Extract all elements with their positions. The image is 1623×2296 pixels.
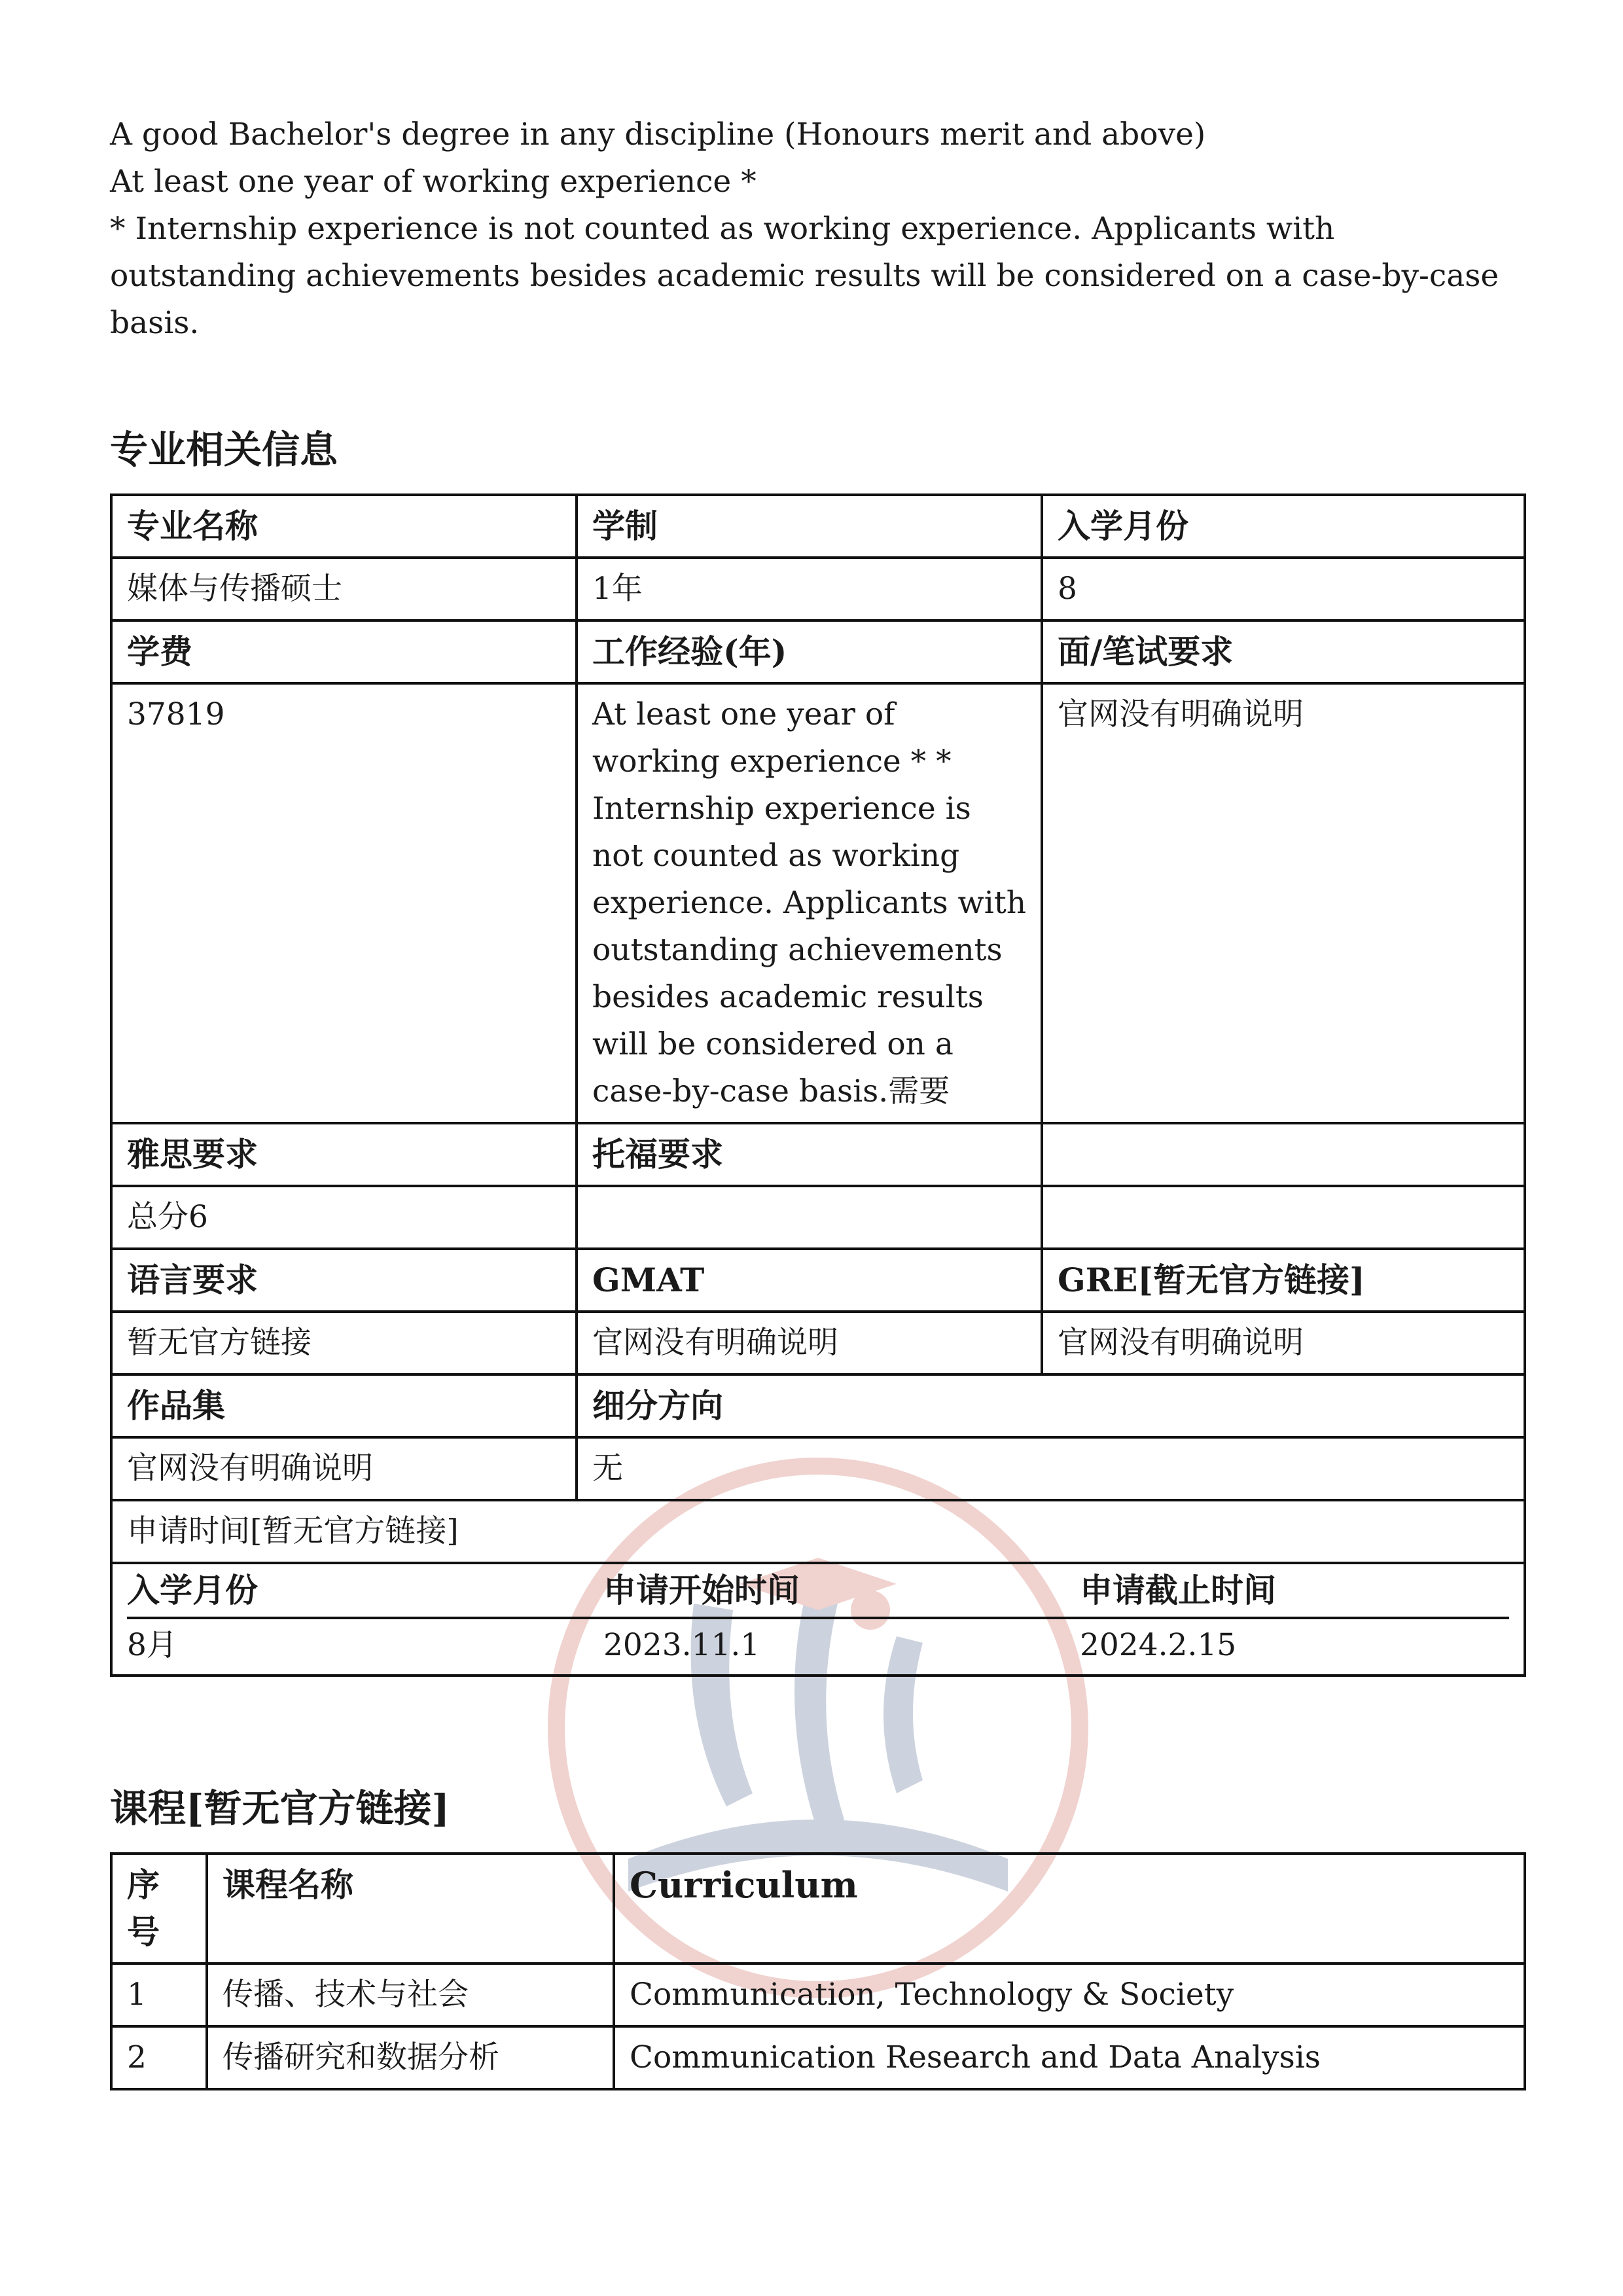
language-header: 语言要求 (111, 1249, 577, 1312)
curriculum-header: Curriculum (614, 1854, 1525, 1964)
table-row (127, 1618, 1509, 1672)
course-number-header-text: 序号 (127, 1865, 160, 1951)
apply-intake-header: 入学月份 (127, 1564, 603, 1618)
table-row (111, 1123, 1525, 1186)
table-row (111, 1312, 1525, 1374)
intro-text (110, 111, 1524, 347)
table-row (127, 1564, 1509, 1618)
table-row (111, 683, 1525, 1123)
gre-value: 官网没有明确说明 (1042, 1312, 1525, 1374)
course-number: 1 (111, 1964, 207, 2026)
empty-header (1042, 1123, 1525, 1186)
table-row (111, 1374, 1525, 1437)
course-curriculum: Communication, Technology & Society (614, 1964, 1525, 2026)
empty-value (1042, 1186, 1525, 1249)
gre-header: GRE[暂无官方链接] (1042, 1249, 1525, 1312)
ielts-header: 雅思要求 (111, 1123, 577, 1186)
program-name-header: 专业名称 (111, 495, 577, 558)
toefl-value (577, 1186, 1042, 1249)
work-experience-value: At least one year of working experience * * Internship experience is not counted as working experience. Applicants with outstanding achievements besides academic results will be considered on a case-by-case basis.需要 (577, 683, 1042, 1123)
duration-header: 学制 (577, 495, 1042, 558)
table-row (111, 2026, 1525, 2089)
table-row (111, 1437, 1525, 1500)
duration-value: 1年 (577, 558, 1042, 620)
course-name: 传播、技术与社会 (207, 1964, 614, 2026)
language-value: 暂无官方链接 (111, 1312, 577, 1374)
courses-title: 课程[暂无官方链接] (110, 1786, 450, 1831)
course-number: 2 (111, 2026, 207, 2089)
table-row (111, 1500, 1525, 1563)
tuition-header: 学费 (111, 620, 577, 683)
apply-start-header: 申请开始时间 (603, 1564, 1080, 1618)
internship-note: * Internship experience is not counted as working experience. Applicants with outstanding achievements besides academic results will be considered on a case-by-case basis. (110, 211, 1499, 341)
course-name: 传播研究和数据分析 (207, 2026, 614, 2089)
work-experience-requirement: At least one year of working experience * (110, 164, 757, 200)
table-row (111, 1854, 1525, 1964)
course-name-header: 课程名称 (207, 1854, 614, 1964)
ielts-value: 总分6 (111, 1186, 577, 1249)
table-row (111, 620, 1525, 683)
table-row (111, 558, 1525, 620)
interview-header: 面/笔试要求 (1042, 620, 1525, 683)
gmat-header: GMAT (577, 1249, 1042, 1312)
degree-requirement: A good Bachelor's degree in any discipline (Honours merit and above) (110, 117, 1206, 152)
course-curriculum: Communication Research and Data Analysis (614, 2026, 1525, 2089)
program-name-value: 媒体与传播硕士 (111, 558, 577, 620)
intake-month-value: 8 (1042, 558, 1525, 620)
document-page (110, 111, 1524, 2090)
specialization-header: 细分方向 (577, 1374, 1525, 1437)
specialization-value: 无 (577, 1437, 1525, 1500)
interview-value: 官网没有明确说明 (1042, 683, 1525, 1123)
apply-deadline-value: 2024.2.15 (1080, 1627, 1237, 1663)
application-time-table (127, 1564, 1509, 1672)
table-row (111, 1186, 1525, 1249)
apply-deadline-header: 申请截止时间 (1080, 1564, 1509, 1618)
tuition-value: 37819 (111, 683, 577, 1123)
table-row (111, 1563, 1525, 1676)
work-experience-header: 工作经验(年) (577, 620, 1042, 683)
table-row (111, 495, 1525, 558)
application-time-cell (111, 1563, 1525, 1676)
program-info-table (110, 493, 1526, 1677)
application-time-label: 申请时间[暂无官方链接] (111, 1500, 1525, 1563)
program-info-title: 专业相关信息 (110, 427, 338, 472)
apply-intake-value: 8月 (127, 1627, 177, 1663)
course-number-header (111, 1854, 207, 1964)
portfolio-value: 官网没有明确说明 (111, 1437, 577, 1500)
apply-start-value: 2023.11.1 (603, 1627, 760, 1663)
toefl-header: 托福要求 (577, 1123, 1042, 1186)
table-row (111, 1964, 1525, 2026)
courses-table (110, 1852, 1526, 2090)
portfolio-header: 作品集 (111, 1374, 577, 1437)
intake-month-header: 入学月份 (1042, 495, 1525, 558)
gmat-value: 官网没有明确说明 (577, 1312, 1042, 1374)
table-row (111, 1249, 1525, 1312)
